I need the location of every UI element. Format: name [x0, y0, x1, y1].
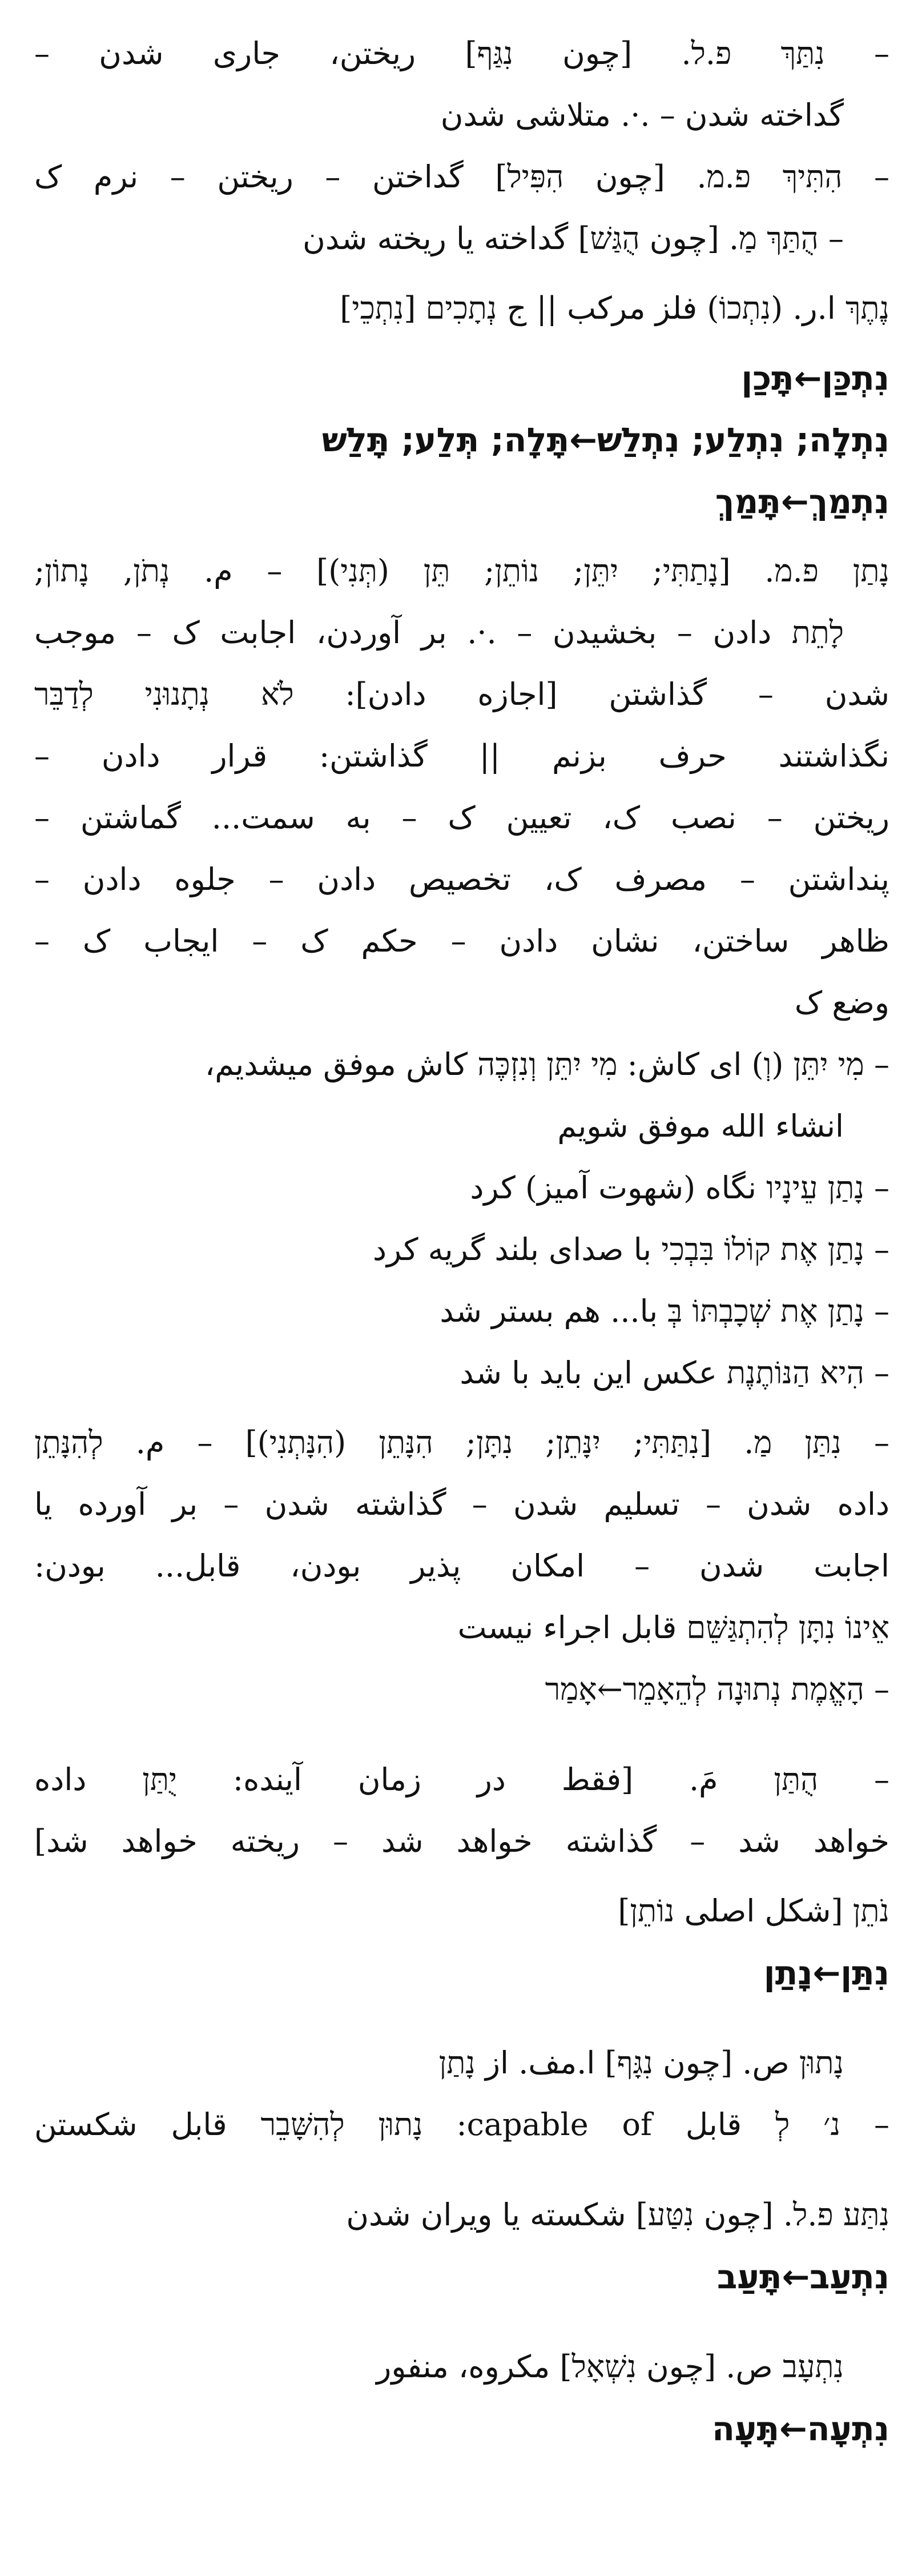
entry-line: לָתֵת دادن – بخشیدن – .·. بر آوردن، اجابت ک – موجب [34, 615, 844, 651]
entry-line: انشاء الله موفق شویم [557, 1108, 844, 1144]
spacer [34, 2012, 889, 2032]
entry-line: נִתַּע פ.ל. [چون נִטַּע] شکسته یا ویران شدن [346, 2197, 889, 2233]
entry-hutan [34, 1749, 889, 1872]
entry-line: ظاهر ساختن، نشان دادن – حکم ک – ایجاب ک – [34, 923, 889, 959]
entry-line: – הָאֱמֶת נְתוּנָה לְהֵאָמֵר←אָמַר [545, 1671, 889, 1707]
entry-line: نگذاشتند حرف بزنم || گذاشتن: قرار دادن – [34, 738, 889, 774]
entry-netekh [34, 278, 889, 339]
entry-headword: נִתְלָה; נִתְלַע; נִתְלַשׁ←תָּלָה; תְּלַע; תָּלַשׁ [321, 420, 889, 459]
entry-noten [34, 1880, 889, 2004]
spacer [34, 2164, 889, 2184]
entry-line: – מִי יִתֵּן (וְ) ای کاش: מִי יִתֵּן וְנִזְכֶּה کاش موفق میشدیم، [204, 1046, 889, 1082]
entry-nitav [34, 2336, 889, 2459]
entry-line: – נָתַן אֶת קוֹלוֹ בִּבְכִי با صدای بلند گریه کرد [372, 1231, 889, 1267]
entry-line: נֶתֶךְ ا.ر. (נִתְכוֹ) فلز مرکب || ج נְתָכִים [נִתְכֵי] [340, 290, 889, 326]
entry-headword: נִתַּן←נָתַן [763, 1953, 889, 1992]
spacer [34, 1728, 889, 1749]
entry-headword: נִתְכַּן←תָּכַן [741, 359, 889, 398]
entry-headword: נִתְעַב←תָּעַב [717, 2257, 889, 2296]
entry-line: – נִתַּךְ פ.ל. [چون נִגַּף] ریختن، جاری شدن – [34, 35, 889, 71]
entry-headword: נִתְעָה←תָּעָה [712, 2409, 889, 2448]
entry-line: נָתַן פ.מ. [נָתַתִּי; יִתֵּן; נוֹתֵן; תֵּן (תְּנִי)] – م. נְתֹן, נָתוֹן; [34, 553, 889, 589]
entry-line: – הֻתַּךְ מַ. [چون הֻגַּשׁ] گداخته یا ریخته شدن [303, 220, 844, 256]
entry-line: נִתְעָב ص. [چون נִשְׁאָל] مکروه، منفور [376, 2349, 844, 2385]
entry-line: – נָתַן אֶת שְׁכָבְתּוֹ בְּ با... هم بستر شد [440, 1293, 889, 1329]
entry-line: אֵינוֹ נִתָּן לְהִתְגַּשֵּׁם قابل اجراء نیست [457, 1610, 889, 1646]
entry-nitan [34, 1412, 889, 1720]
entry-crossrefs-1 [34, 347, 889, 532]
entry-line: – נִתַּן מַ. [נִתַּתִּי; יִנָּתֵן; נִתָּן; הִנָּתֵן (הִנָּתְנִי)] – م. לְהִנָּתֵן [34, 1425, 889, 1460]
entry-line: خواهد شد – گذاشته خواهد شد – ریخته خواهد شد] [34, 1823, 889, 1859]
entry-line: اجابت شدن – امکان پذیر بودن، قابل... بودن: [34, 1548, 889, 1584]
entry-line: – הִתִּיךְ פ.מ. [چون הִפִּיל] گداختن – ریختن – نرم ک [34, 159, 889, 195]
entry-headword: נִתְמַךְ←תָּמַךְ [715, 482, 889, 521]
entry-line: – הִיא הַנּוֹתֶנֶת عکس این باید با شد [460, 1355, 889, 1391]
entry-line: נֹתֵן [شکل اصلی נוֹתֵן] [618, 1893, 889, 1929]
entry-line: شدن – گذاشتن [اجازه دادن]: לֹא נְתָנוּנִי לְדַבֵּר [34, 676, 889, 712]
entry-nitakh [34, 23, 889, 270]
entry-line: گداخته شدن – .·. متلاشی شدن [440, 97, 844, 133]
entry-line: – נ׳ לְ قابل capable of: נָתוּן לְהִשָּׁבֵר قابل شکستن [34, 2106, 889, 2142]
entry-line: داده شدن – تسلیم شدن – گذاشته شدن – بر آورده یا [34, 1486, 889, 1522]
spacer [34, 2316, 889, 2336]
entry-natun [34, 2032, 889, 2156]
entry-natan [34, 540, 889, 1404]
entry-line: – הֻתַּן مَ. [فقط در زمان آینده: יֻתַּן داده [34, 1762, 889, 1797]
entry-line: وضع ک [794, 985, 889, 1021]
entry-line: ریختن – نصب ک، تعیین ک – به سمت... گماشتن – [34, 800, 889, 836]
entry-line: پنداشتن – مصرف ک، تخصیص دادن – جلوه دادن – [34, 861, 889, 897]
entry-line: נָתוּן ص. [چون נִגָּף] ا.مف. از נָתַן [438, 2045, 844, 2081]
entry-nita [34, 2184, 889, 2308]
entry-line: – נָתַן עֵינָיו نگاه (شهوت آمیز) کرد [470, 1170, 889, 1206]
